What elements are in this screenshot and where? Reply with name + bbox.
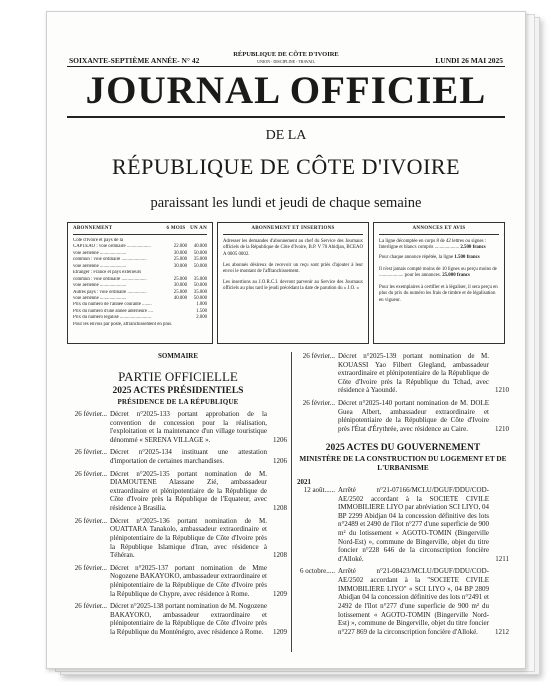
entry-text: Arrêté n°21-07166/MCLU/DGUF/DDU/COD-AE/2502 accordant à la SOCIETE CIVILE IMMOBILIERE LIYO par abréviation SCI LIYO, 04 BP 2299 Abidjan 04 la concession définitive des lots n°2489 et 2490 de l'îlot n°277 d'une superficie de 900 m² du lotissement « AGOTO-TOMIN (Bingerville Nord-Est) », commune de Bingerville, objet du titre foncier n°228 646 de la circonscription foncière d'Alloké. xyxy=(338,485,489,563)
entry-text: Décret n°2025-139 portant nomination de M. KOUASSI Yao Filbert Glegland, ambassadeur extraordinaire et plénipotentiaire de la République de Côte d'Ivoire près la République du Tchad, avec résidence à Yaoundé. xyxy=(338,352,489,395)
entry-date: 26 février... xyxy=(302,399,335,408)
table-cell-one-year: 50.000 xyxy=(193,295,207,301)
entry-page: 1210 xyxy=(495,386,509,395)
list-item xyxy=(69,564,287,598)
right-bottom-entries-list xyxy=(297,486,509,636)
table-cell-one-year: 35.000 xyxy=(193,289,207,295)
entry-date: 26 février... xyxy=(74,448,107,457)
table-cell-six-months: 22.000 xyxy=(173,244,187,250)
table-cell-one-year: 50.000 xyxy=(193,263,207,269)
year-label: 2021 xyxy=(297,477,311,486)
entry-date: 26 février... xyxy=(74,563,107,572)
table-cell-six-months: 30.000 xyxy=(173,283,187,289)
entry-date: 26 février... xyxy=(302,352,335,360)
table-cell-six-months: 40.000 xyxy=(173,295,187,301)
insertions-paragraph-3: Les insertions au J.O.R.C.I. devront parvenir au Service des Journaux officiels au plus tard le jeudi précédant la date de parution du « J.O. » xyxy=(223,279,363,292)
entry-page: 1208 xyxy=(273,551,287,560)
insertions-box xyxy=(217,222,369,344)
entry-text: Décret n°2025-134 instituant une attestation d'importation de certaines marchandises. xyxy=(110,448,267,466)
issue-number: SOIXANTE-SEPTIÈME ANNÉE- N° 42 xyxy=(69,56,200,65)
entry-page: 1206 xyxy=(273,457,287,466)
list-item xyxy=(297,399,509,433)
table-cell-label: voie aérienne ...................... xyxy=(73,295,127,301)
entry-text: Décret n°2025-135 portant nomination de M. DIAMOUTENE Alassane Zié, ambassadeur extraordinaire et plénipotentiaire de la République de Côte d'Ivoire près la République de l'Equateur, avec résidence à Brasilia. xyxy=(110,469,267,513)
subscription-header xyxy=(73,226,207,235)
table-cell-label: Pour les envois par poste, affranchissement en plus. xyxy=(73,321,172,327)
entry-page: 1212 xyxy=(495,627,509,636)
table-cell-six-months xyxy=(172,322,187,328)
table-cell-six-months: 25.000 xyxy=(173,276,187,282)
entry-page: 1211 xyxy=(495,554,509,563)
list-item xyxy=(297,352,509,395)
entry-page: 1210 xyxy=(495,424,509,433)
entry-text: Décret n°2025-133 portant approbation de la convention de concession pour la réalisation, l'exploitation et la maintenance d'un village touristique dénommé « SERENA VILLAGE ». xyxy=(110,410,267,444)
table-cell-label: voie aérienne ...................... xyxy=(73,250,127,256)
ministere-heading: MINISTÈRE DE LA CONSTRUCTION DU LOGEMENT ET DE L'URBANISME xyxy=(299,454,507,473)
partie-officielle-heading: PARTIE OFFICIELLE xyxy=(118,369,238,384)
list-item xyxy=(69,410,287,444)
rule-under-masthead xyxy=(67,116,505,118)
insertions-heading: ABONNEMENT ET INSERTIONS xyxy=(223,226,363,235)
actes-gouvernement-heading: 2025 ACTES DU GOUVERNEMENT xyxy=(325,443,481,454)
annonces-rate-1-label: La ligne décomptée en corps 8 de 42 lettres ou signes : Interligne et blancs compris .................... xyxy=(379,238,487,251)
list-item xyxy=(297,486,509,563)
subscription-heading: ABONNEMENT xyxy=(73,226,113,231)
issue-date: LUNDI 26 MAI 2025 xyxy=(435,56,503,65)
insertions-paragraph-2: Les abonnés désireux de recevoir un reçu sont priés d'ajouter à leur envoi le montant de l'affranchissement. xyxy=(223,262,363,275)
table-cell-one-year: 50.000 xyxy=(193,250,207,256)
annonces-rate-1-value: 2.500 francs xyxy=(460,245,486,251)
presidence-heading: PRÉSIDENCE DE LA RÉPUBLIQUE xyxy=(117,398,239,406)
actes-presidentiels-heading: 2025 ACTES PRÉSIDENTIELS xyxy=(112,386,244,396)
table-cell-one-year xyxy=(192,322,207,328)
annonces-rate-3-value: 25.000 francs xyxy=(442,273,470,279)
table-row xyxy=(73,322,207,328)
entry-text: Décret n°2025-138 portant nomination de M. Nogozene BAKAYOKO, ambassadeur extraordinaire et plénipotentiaire de la République de Côte d'Ivoire près la République du Monténégro, avec résidence à Rome. xyxy=(110,602,267,637)
insertions-paragraph-1: Adresser les demandes d'abonnement au chef du Service des Journaux officiels de la République de Côte d'Ivoire, B.P. V 70 Abidjan, BCEAO A 0005 0002. xyxy=(223,238,363,257)
annonces-rate-2 xyxy=(379,255,499,262)
entry-date: 26 février... xyxy=(74,469,107,478)
table-cell-label: commun : voie ordinaire ..................... xyxy=(73,257,147,263)
annonces-rate-3-label: Il n'est jamais compté moins de 10 lignes ou perçu moins de .................... pour les annonces. xyxy=(379,266,497,279)
entry-text: Décret n°2025-136 portant nomination de M. OUATTARA Tanakolo, ambassadeur extraordinaire et plénipotentiaire de la République de Côte d'Ivoire près la République Islamique d'Iran, avec résidence à Téhéran. xyxy=(110,516,267,560)
masthead-country: RÉPUBLIQUE DE CÔTE D'IVOIRE xyxy=(111,154,461,179)
entry-text: Décret n°2025-140 portant nomination de M. DOLE Guea Albert, ambassadeur extraordinaire et plénipotentiaire de la République de Côte d'Ivoire près l'État d'Érythrée, avec résidence au Caire. xyxy=(338,399,489,433)
header-republic: RÉPUBLIQUE DE CÔTE D'IVOIRE xyxy=(233,51,339,58)
table-cell-label: Prix du numéro légalisé .......................... xyxy=(73,315,152,321)
column-separator xyxy=(291,352,292,652)
table-cell-six-months: 25.000 xyxy=(173,289,187,295)
entry-date: 26 février... xyxy=(74,516,107,525)
masthead-title: JOURNAL OFFICIEL xyxy=(85,69,487,112)
table-cell-label: Prix du numéro d'une année antérieure .... xyxy=(73,308,153,314)
subscription-col1: 6 MOIS xyxy=(166,226,186,231)
table-cell-label: Autres pays : voie ordinaire ................ xyxy=(73,289,147,295)
annonces-rate-2-label: Pour chaque annonce répétée, la ligne xyxy=(379,254,454,260)
subscription-box xyxy=(67,222,213,344)
list-item xyxy=(297,567,509,636)
entry-page: 1208 xyxy=(273,504,287,513)
table-cell-label: Côte d'Ivoire et pays de la xyxy=(73,237,124,243)
entry-date: 26 février... xyxy=(74,410,107,418)
annonces-box xyxy=(373,222,505,344)
table-cell-six-months: 25.000 xyxy=(173,257,187,263)
table-cell-one-year: 40.000 xyxy=(193,244,207,250)
entry-page: 1206 xyxy=(273,435,287,444)
table-cell-one-year: 2.000 xyxy=(196,315,207,321)
subscription-col2: UN AN xyxy=(190,226,207,231)
journal-front-page xyxy=(46,11,526,669)
sommaire-title: SOMMAIRE xyxy=(157,352,199,360)
table-cell-one-year: 1.500 xyxy=(196,308,207,314)
sommaire-left-column xyxy=(69,352,287,637)
table-cell-one-year: 1.000 xyxy=(196,302,207,308)
annonces-rate-3 xyxy=(379,267,499,280)
table-cell-label: commun : voie ordinaire ..................... xyxy=(73,276,147,282)
table-cell-label: Prix du numéro de l'année courante ........ xyxy=(73,302,152,308)
list-item xyxy=(69,448,287,465)
table-cell-label: voie aérienne ...................... xyxy=(73,283,127,289)
table-cell-one-year: 35.000 xyxy=(193,276,207,282)
masthead-frequency: paraissant les lundi et jeudi de chaque semaine xyxy=(150,195,422,211)
entry-text: Arrêté n°21-08423/MCLU/DGUF/DDU/COD-AE/2502 accordant à la "SOCIETE CIVILE IMMOBILIERE LIYO" « SCI LIYO », 04 BP 2809 Abidjan 04 la concession définitive des lots n°2491 et 2492 de l'îlot n°277 d'une superficie de 900 m² du lotissement « AGOTO-TOMIN (Bingerville Nord-Est) », commune de Bingerville, objet du titre foncier n°227 869 de la circonscription foncière d'Alloké. xyxy=(338,567,489,636)
masthead-de-la: DE LA xyxy=(265,128,307,143)
header-republic-block xyxy=(207,51,365,64)
table-cell-six-months: 30.000 xyxy=(173,250,187,256)
entry-date: 6 octobre..... xyxy=(300,567,335,576)
annonces-heading: ANNONCES ET AVIS xyxy=(379,226,499,235)
table-cell-six-months: 30.000 xyxy=(173,263,187,269)
annonces-rate-2-value: 1.500 francs xyxy=(454,254,480,260)
right-top-entries-list xyxy=(297,352,509,433)
entry-page: 1209 xyxy=(273,589,287,598)
table-cell-one-year: 35.000 xyxy=(193,257,207,263)
table-cell-label: CAPTEAO : voie ordinaire .................... xyxy=(73,244,151,250)
sommaire-right-column xyxy=(297,352,509,636)
entry-page: 1209 xyxy=(273,628,287,637)
list-item xyxy=(69,517,287,560)
subscription-rows xyxy=(73,238,207,329)
table-cell-label: voie aérienne ...................... xyxy=(73,263,127,269)
header-motto: UNION - DISCIPLINE - TRAVAIL xyxy=(257,59,315,64)
list-item xyxy=(69,602,287,636)
list-item xyxy=(69,470,287,513)
table-cell-label: Etranger : France et pays extérieurs xyxy=(73,270,142,276)
entry-text: Décret n°2025-137 portant nomination de Mme Nogozene BAKAYOKO, ambassadeur extraordinaire et plénipotentiaire de la République de Côte d'Ivoire près la République de Chypre, avec résidence à Rome. xyxy=(110,563,267,598)
annonces-rate-1 xyxy=(379,239,499,252)
table-cell-one-year: 50.000 xyxy=(193,283,207,289)
annonces-note: Pour les exemplaires à certifier et à légaliser, il sera perçu en plus du prix du numéro les frais de timbre et de légalisation en vigueur. xyxy=(379,284,498,304)
entry-date: 26 février... xyxy=(74,602,107,611)
left-entries-list xyxy=(69,410,287,637)
rule-top xyxy=(67,66,505,67)
entry-date: 12 août...... xyxy=(303,485,335,494)
